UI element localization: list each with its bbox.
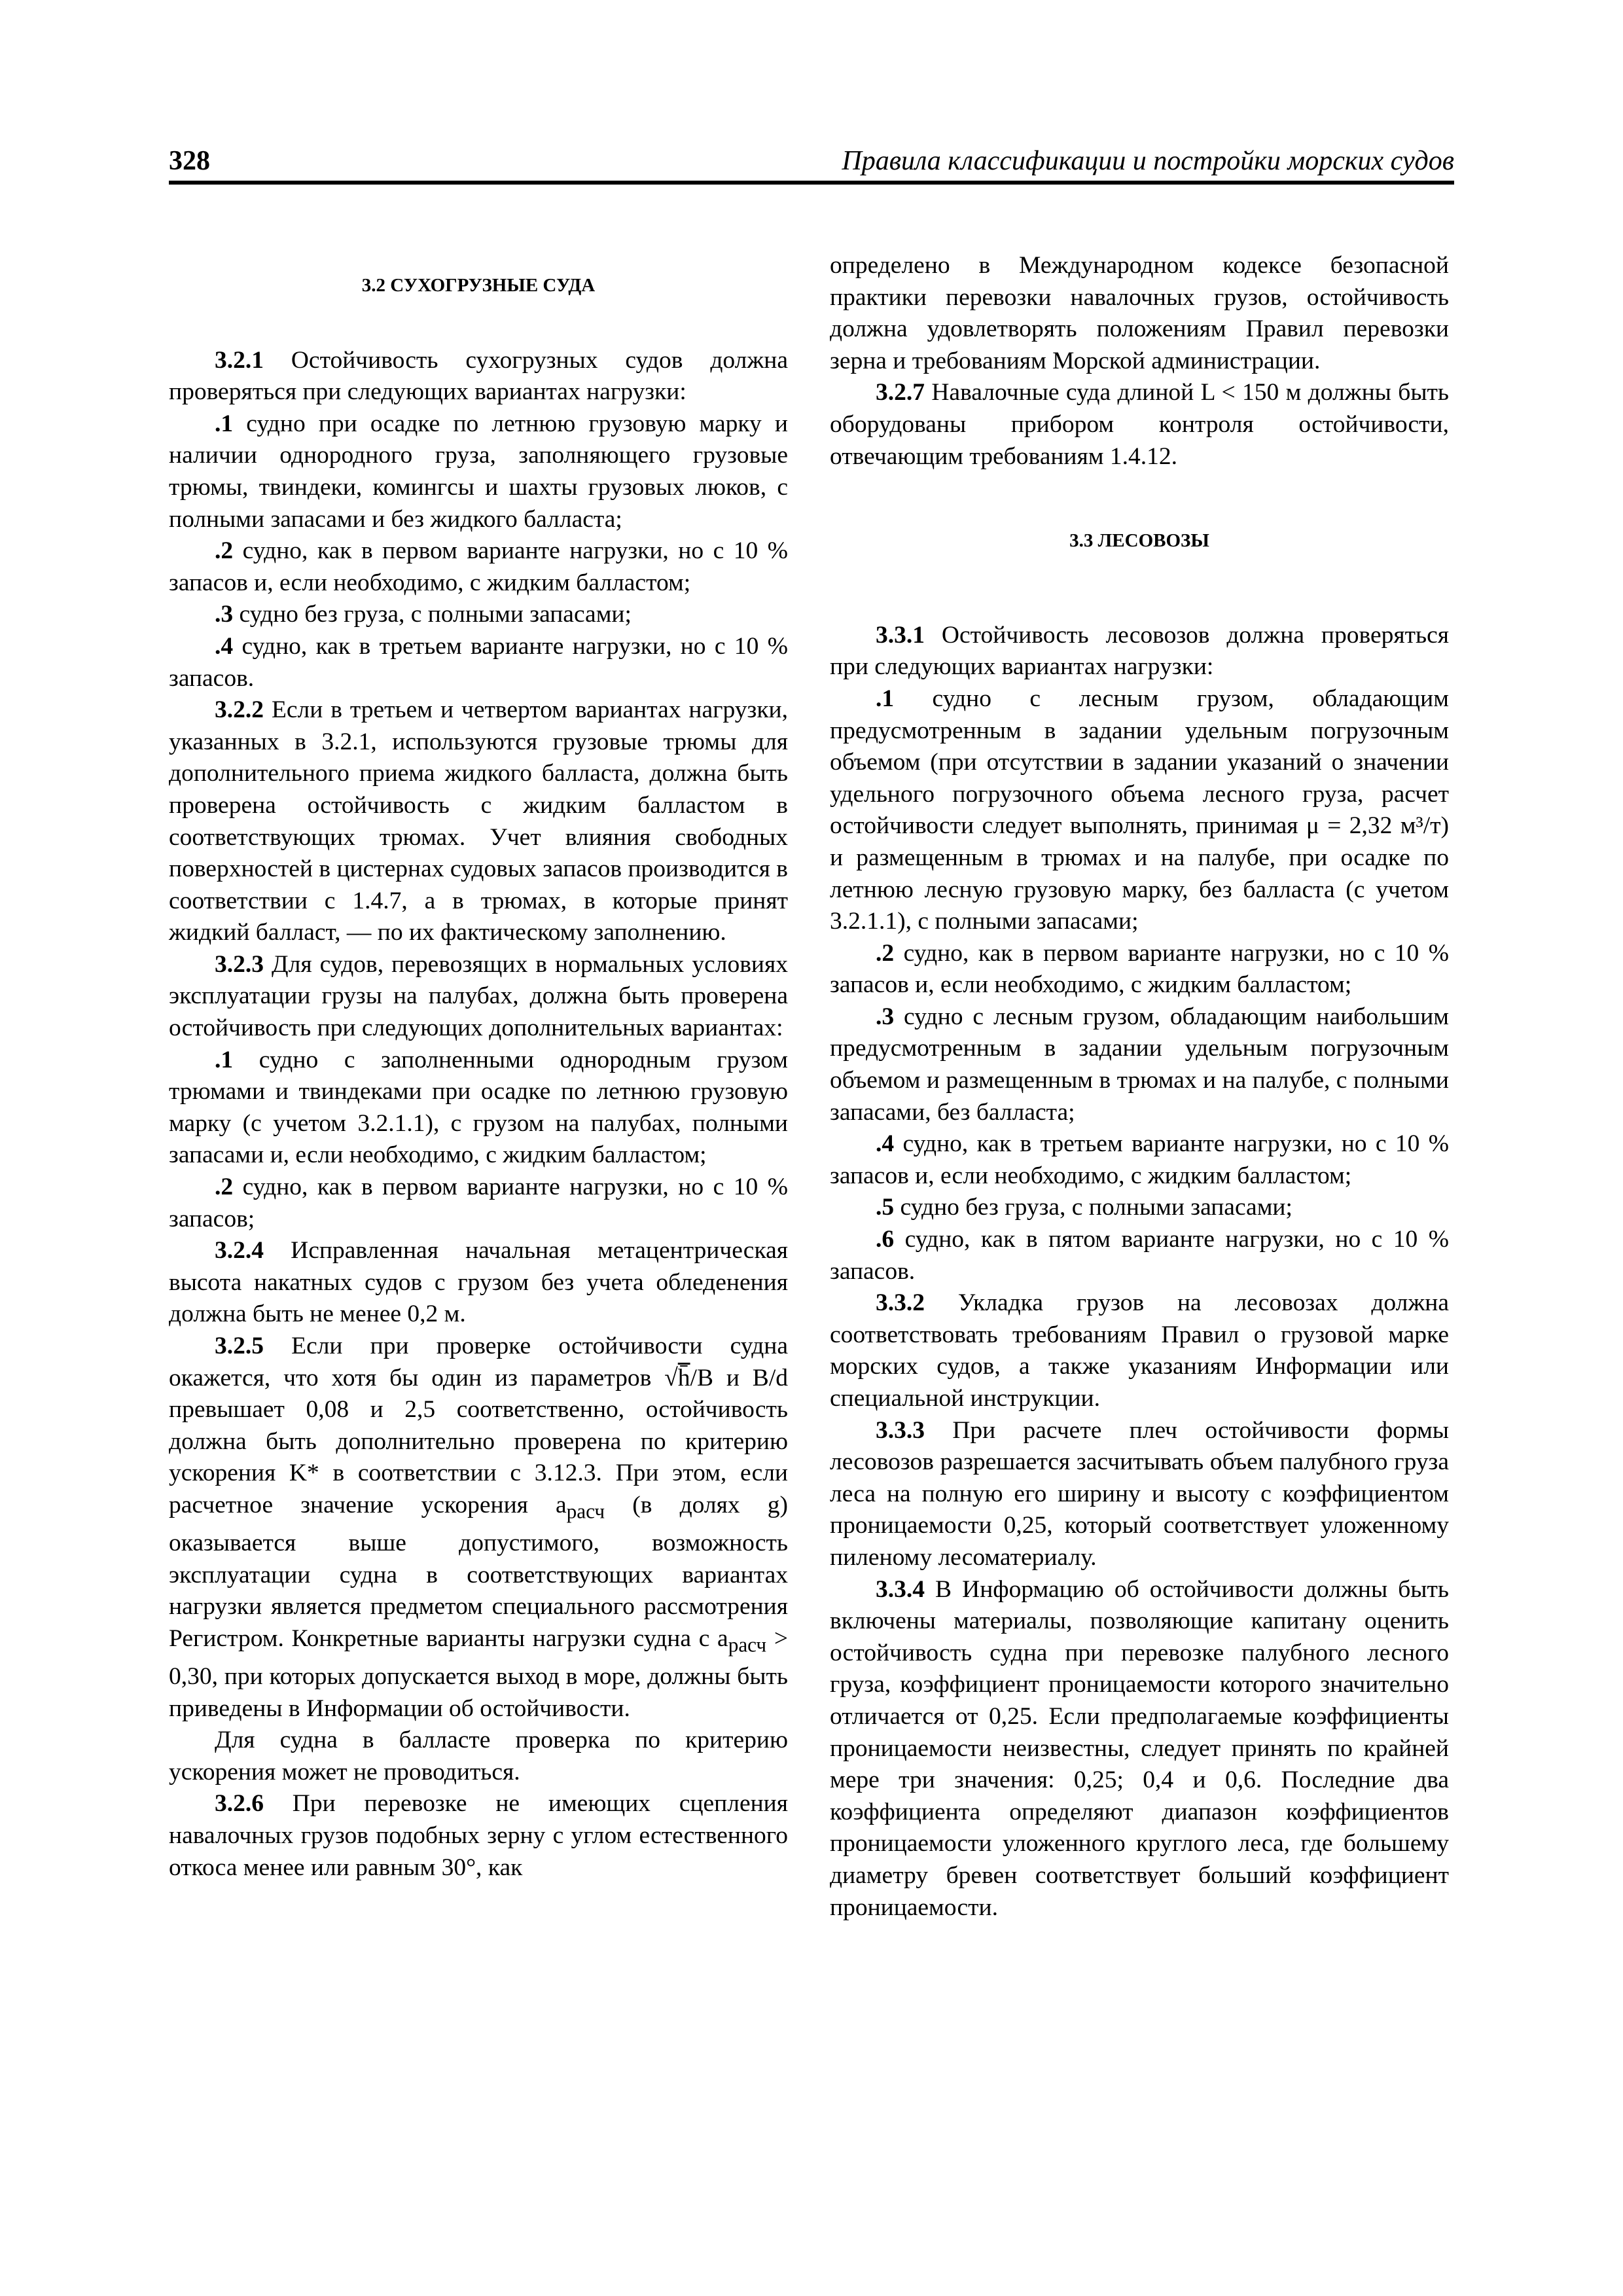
paragraph-3-3-4 [830,1574,1449,1924]
item-text: судно с лесным грузом, обладающим наибольшим предусмотренным в задании удельным погрузочным объемом и размещенным в трюмах и на палубе, с полными запасами, без балласта; [830,1003,1449,1126]
item-text: судно, как в первом варианте нагрузки, но с 10 % запасов; [169,1174,788,1232]
item-3-3-1-4 [830,1128,1449,1192]
right-column [830,250,1449,1924]
item-number: .1 [215,1046,234,1073]
clause-number: 3.3.4 [876,1575,925,1603]
item-3-2-3-1 [169,1045,788,1172]
clause-number: 3.3.3 [876,1416,925,1444]
clause-number: 3.2.3 [215,950,264,978]
item-number: .6 [876,1226,895,1253]
item-3-2-1-3 [169,599,788,631]
item-3-3-1-1 [830,683,1449,938]
clause-text: Навалочные суда длиной L < 150 м должны быть оборудованы прибором контроля остойчивости, отвечающим требованиям 1.4.12. [830,379,1449,470]
clause-text: В Информацию об остойчивости должны быть включены материалы, позволяющие капитану оценить остойчивость судна при перевозке палубного лесного груза, коэффициент проницаемости которого значительно отличается от 0,25. Если предполагаемые коэффициенты проницаемости неизвестны, следует принять по крайней мере три значения: 0,25; 0,4 и 0,6. Последние два коэффициента определяют диапазон коэффициентов проницаемости уложенного круглого леса, где большему диаметру бревен соответствует больший коэффициент проницаемости. [830,1575,1449,1921]
item-text: судно, как в третьем варианте нагрузки, но с 10 % запасов и, если необходимо, с жидким балластом; [830,1130,1449,1189]
clause-number: 3.2.7 [876,379,925,406]
clause-text: Исправленная начальная метацентрическая высота накатных судов с грузом без учета обледенения должна быть не менее 0,2 м. [169,1237,788,1328]
clause-text: Остойчивость лесовозов должна проверяться при следующих вариантах нагрузки: [830,621,1449,681]
item-text: судно при осадке по летнюю грузовую марку и наличии однородного груза, заполняющего грузовые трюмы, твиндеки, комингсы и шахты грузовых люков, с полными запасами и без жидкого балласта; [169,410,788,533]
item-text: судно с заполненными однородным грузом трюмами и твиндеками при осадке по летнюю грузовую марку (с учетом 3.2.1.1), с грузом на палубах, полными запасами и, если необходимо, с жидким балластом; [169,1046,788,1169]
paragraph-3-2-7 [830,377,1449,473]
item-3-2-1-4 [169,631,788,694]
clause-text: Если при проверке остойчивости судна окажется, что хотя бы один из параметров [169,1333,788,1391]
page-header [169,144,1454,185]
clause-number: 3.2.2 [215,696,264,724]
item-text: судно, как в первом варианте нагрузки, но с 10 % запасов и, если необходимо, с жидким балластом; [830,939,1449,999]
paragraph-3-2-3 [169,949,788,1045]
clause-number: 3.3.2 [876,1289,925,1317]
clause-text: Укладка грузов на лесовозах должна соответствовать требованиям Правил о грузовой марке морских судов, а также указаниям Информации или специальной инструкции. [830,1289,1449,1412]
item-text: судно, как в третьем варианте нагрузки, но с 10 % запасов. [169,632,788,692]
item-3-3-1-5 [830,1192,1449,1224]
item-number: .1 [876,685,895,712]
clause-number: 3.2.4 [215,1237,264,1265]
clause-text: /B и B/d превышает 0,08 и 2,5 соответственно, остойчивость должна быть дополнительно проверена по критерию ускорения K* в соответствии с 3.12.3. При этом, если расчетное значение ускорения a [169,1364,788,1518]
item-text: судно, как в пятом варианте нагрузки, но с 10 % запасов. [830,1226,1449,1285]
item-number: .4 [876,1130,895,1158]
item-3-2-1-1 [169,408,788,535]
running-title: Правила классификации и постройки морских судов [842,146,1454,176]
item-3-3-1-3 [830,1001,1449,1128]
item-3-2-1-2 [169,535,788,599]
item-number: .2 [215,537,234,565]
item-number: .3 [876,1003,895,1030]
clause-text: Если в третьем и четвертом вариантах нагрузки, указанных в 3.2.1, используются грузовые трюмы для дополнительного приема жидкого балласта, должна быть проверена остойчивость с жидким балластом в соответствующих трюмах. Учет влияния свободных поверхностей в цистернах судовых запасов производится в соответствии с 1.4.7, а в трюмах, в которые принят жидкий балласт, — по их фактическому заполнению. [169,696,788,946]
clause-text: (в долях g) оказывается выше допустимого, возможность эксплуатации судна в соответствующих вариантах нагрузки является предметом специального рассмотрения Регистром. Конкретные варианты нагрузки судна с a [169,1491,788,1652]
clause-text: > 0,30, при которых допускается выход в море, должны быть приведены в Информации об остойчивости. [169,1624,789,1722]
item-3-3-1-6 [830,1224,1449,1287]
clause-text: При перевозке не имеющих сцепления навалочных грузов подобных зерну с углом естественного откоса менее или равным 30°, как [169,1790,788,1881]
sqrt-sign: √ [664,1364,678,1391]
clause-text: Для судов, перевозящих в нормальных условиях эксплуатации грузы на палубах, должна быть проверена остойчивость при следующих дополнительных вариантах: [169,950,788,1042]
paragraph-3-2-1 [169,345,788,408]
paragraph-3-2-2 [169,694,788,949]
paragraph-3-2-6-continued: определено в Международном кодексе безопасной практики перевозки навалочных грузов, остойчивость должна удовлетворять положениям Правил перевозки зерна и требованиям Морской администрации. [830,252,1449,374]
section-title-3-2: 3.2 СУХОГРУЗНЫЕ СУДА [361,275,596,296]
paragraph-3-2-4 [169,1235,788,1331]
item-number: .3 [215,601,234,628]
subscript-calc: расч [566,1499,605,1523]
clause-text: При расчете плеч остойчивости формы лесовозов разрешается засчитывать объем палубного груза леса на полную его ширину и высоту с коэффициентом проницаемости 0,25, который соответствует уложенному пиленому лесоматериалу. [830,1416,1449,1571]
paragraph-3-3-3 [830,1415,1449,1574]
paragraph-3-2-6 [169,1788,788,1884]
paragraph-3-3-1 [830,620,1449,683]
page-number: 328 [169,146,210,176]
item-text: судно без груза, с полными запасами; [233,601,632,628]
clause-text: Остойчивость сухогрузных судов должна проверяться при следующих вариантах нагрузки: [169,346,788,406]
h-symbol: h̄ [677,1364,690,1391]
paragraph-ballast-note: Для судна в балласте проверка по критерию ускорения может не проводиться. [169,1727,788,1785]
item-3-2-3-2 [169,1172,788,1235]
item-number: .5 [876,1194,895,1221]
paragraph-3-2-5 [169,1331,788,1725]
clause-number: 3.2.5 [215,1333,264,1359]
item-number: .2 [876,939,895,967]
clause-number: 3.2.6 [215,1790,264,1818]
clause-number: 3.3.1 [876,621,925,649]
item-text: судно, как в первом варианте нагрузки, но с 10 % запасов и, если необходимо, с жидким балластом; [169,537,788,596]
item-text: судно с лесным грузом, обладающим предусмотренным в задании удельным погрузочным объемом (при отсутствии в задании указаний о значении удельного погрузочного объема лесного груза, расчет остойчивости следует выполнять, принимая μ = 2,32 м³/т) и размещенным в трюмах и на палубе, при осадке по летнюю лесную грузовую марку, без балласта (с учетом 3.2.1.1), с полными запасами; [830,685,1449,935]
section-title-3-3: 3.3 ЛЕСОВОЗЫ [1069,530,1209,552]
item-number: .4 [215,632,234,660]
item-3-3-1-2 [830,938,1449,1001]
left-column [169,250,788,1884]
item-text: судно без груза, с полными запасами; [894,1194,1293,1221]
clause-number: 3.2.1 [215,346,264,374]
item-number: .1 [215,410,234,437]
paragraph-3-3-2 [830,1287,1449,1414]
item-number: .2 [215,1174,234,1201]
subscript-calc: расч [728,1633,767,1657]
